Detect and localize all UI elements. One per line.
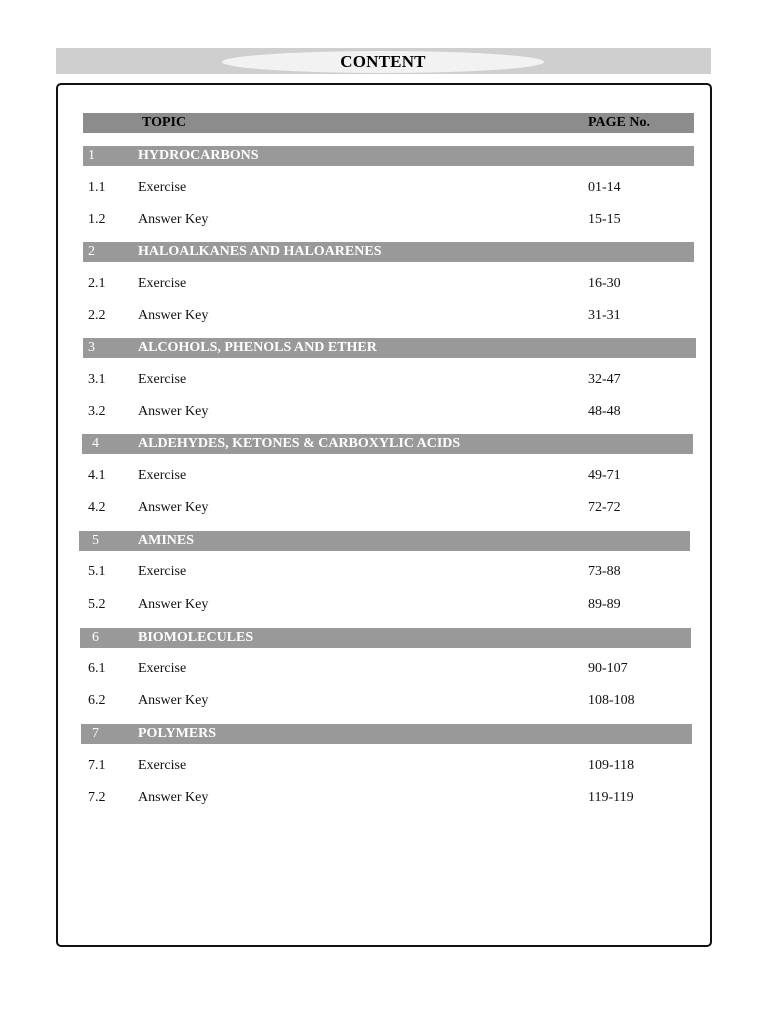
page-column-header: PAGE No. bbox=[588, 115, 650, 130]
toc-row[interactable] bbox=[83, 597, 694, 617]
item-label: Exercise bbox=[138, 276, 187, 291]
toc-row[interactable] bbox=[83, 758, 694, 778]
section-header[interactable] bbox=[81, 724, 692, 744]
toc-row[interactable] bbox=[83, 790, 694, 810]
item-pages: 109-118 bbox=[588, 758, 635, 773]
item-label: Exercise bbox=[138, 180, 187, 195]
item-number: 6.2 bbox=[88, 693, 106, 708]
section-title: POLYMERS bbox=[138, 726, 217, 741]
item-pages: 119-119 bbox=[588, 790, 634, 805]
item-pages: 15-15 bbox=[588, 212, 621, 227]
toc-row[interactable] bbox=[83, 308, 694, 328]
item-pages: 108-108 bbox=[588, 693, 635, 708]
toc-row[interactable] bbox=[83, 468, 694, 488]
toc-row[interactable] bbox=[83, 212, 694, 232]
item-number: 7.1 bbox=[88, 758, 106, 773]
section-title: AMINES bbox=[138, 533, 195, 548]
item-label: Exercise bbox=[138, 661, 187, 676]
item-pages: 16-30 bbox=[588, 276, 621, 291]
item-pages: 72-72 bbox=[588, 500, 621, 515]
section-title: BIOMOLECULES bbox=[138, 630, 254, 645]
item-label: Exercise bbox=[138, 468, 187, 483]
item-pages: 49-71 bbox=[588, 468, 621, 483]
section-title: HYDROCARBONS bbox=[138, 148, 259, 163]
item-label: Exercise bbox=[138, 758, 187, 773]
item-label: Answer Key bbox=[138, 693, 209, 708]
section-number: 7 bbox=[92, 726, 99, 741]
item-pages: 90-107 bbox=[588, 661, 628, 676]
toc-row[interactable] bbox=[83, 372, 694, 392]
item-number: 3.1 bbox=[88, 372, 106, 387]
item-number: 5.1 bbox=[88, 564, 106, 579]
section-header[interactable] bbox=[79, 531, 690, 551]
section-header[interactable] bbox=[83, 146, 694, 166]
toc-row[interactable] bbox=[83, 276, 694, 296]
section-title: HALOALKANES AND HALOARENES bbox=[138, 244, 382, 259]
item-pages: 89-89 bbox=[588, 597, 621, 612]
item-pages: 32-47 bbox=[588, 372, 621, 387]
toc-row[interactable] bbox=[83, 693, 694, 713]
page-title: CONTENT bbox=[340, 52, 426, 71]
item-number: 2.1 bbox=[88, 276, 106, 291]
item-pages: 01-14 bbox=[588, 180, 621, 195]
section-number: 5 bbox=[92, 533, 99, 548]
section-header[interactable] bbox=[83, 338, 696, 358]
topic-column-header: TOPIC bbox=[142, 115, 187, 130]
item-label: Answer Key bbox=[138, 404, 209, 419]
item-label: Answer Key bbox=[138, 308, 209, 323]
table-header bbox=[83, 113, 694, 133]
item-label: Answer Key bbox=[138, 500, 209, 515]
item-label: Exercise bbox=[138, 564, 187, 579]
item-number: 2.2 bbox=[88, 308, 106, 323]
item-label: Answer Key bbox=[138, 212, 209, 227]
toc-row[interactable] bbox=[83, 180, 694, 200]
item-number: 4.2 bbox=[88, 500, 106, 515]
item-number: 1.2 bbox=[88, 212, 106, 227]
item-label: Answer Key bbox=[138, 790, 209, 805]
item-label: Answer Key bbox=[138, 597, 209, 612]
section-number: 1 bbox=[88, 148, 95, 163]
title-oval bbox=[222, 51, 544, 73]
section-number: 6 bbox=[92, 630, 99, 645]
item-number: 4.1 bbox=[88, 468, 106, 483]
section-header[interactable] bbox=[82, 434, 693, 454]
item-number: 5.2 bbox=[88, 597, 106, 612]
section-header[interactable] bbox=[80, 628, 691, 648]
section-header[interactable] bbox=[83, 242, 694, 262]
section-number: 4 bbox=[92, 436, 99, 451]
item-pages: 48-48 bbox=[588, 404, 621, 419]
section-number: 2 bbox=[88, 244, 95, 259]
section-title: ALCOHOLS, PHENOLS AND ETHER bbox=[138, 340, 377, 355]
item-number: 6.1 bbox=[88, 661, 106, 676]
item-number: 1.1 bbox=[88, 180, 106, 195]
item-pages: 73-88 bbox=[588, 564, 621, 579]
toc-row[interactable] bbox=[83, 564, 694, 584]
section-number: 3 bbox=[88, 340, 95, 355]
item-pages: 31-31 bbox=[588, 308, 621, 323]
section-title: ALDEHYDES, KETONES & CARBOXYLIC ACIDS bbox=[138, 436, 461, 451]
item-number: 3.2 bbox=[88, 404, 106, 419]
toc-row[interactable] bbox=[83, 661, 694, 681]
toc-row[interactable] bbox=[83, 404, 694, 424]
item-label: Exercise bbox=[138, 372, 187, 387]
toc-row[interactable] bbox=[83, 500, 694, 520]
item-number: 7.2 bbox=[88, 790, 106, 805]
